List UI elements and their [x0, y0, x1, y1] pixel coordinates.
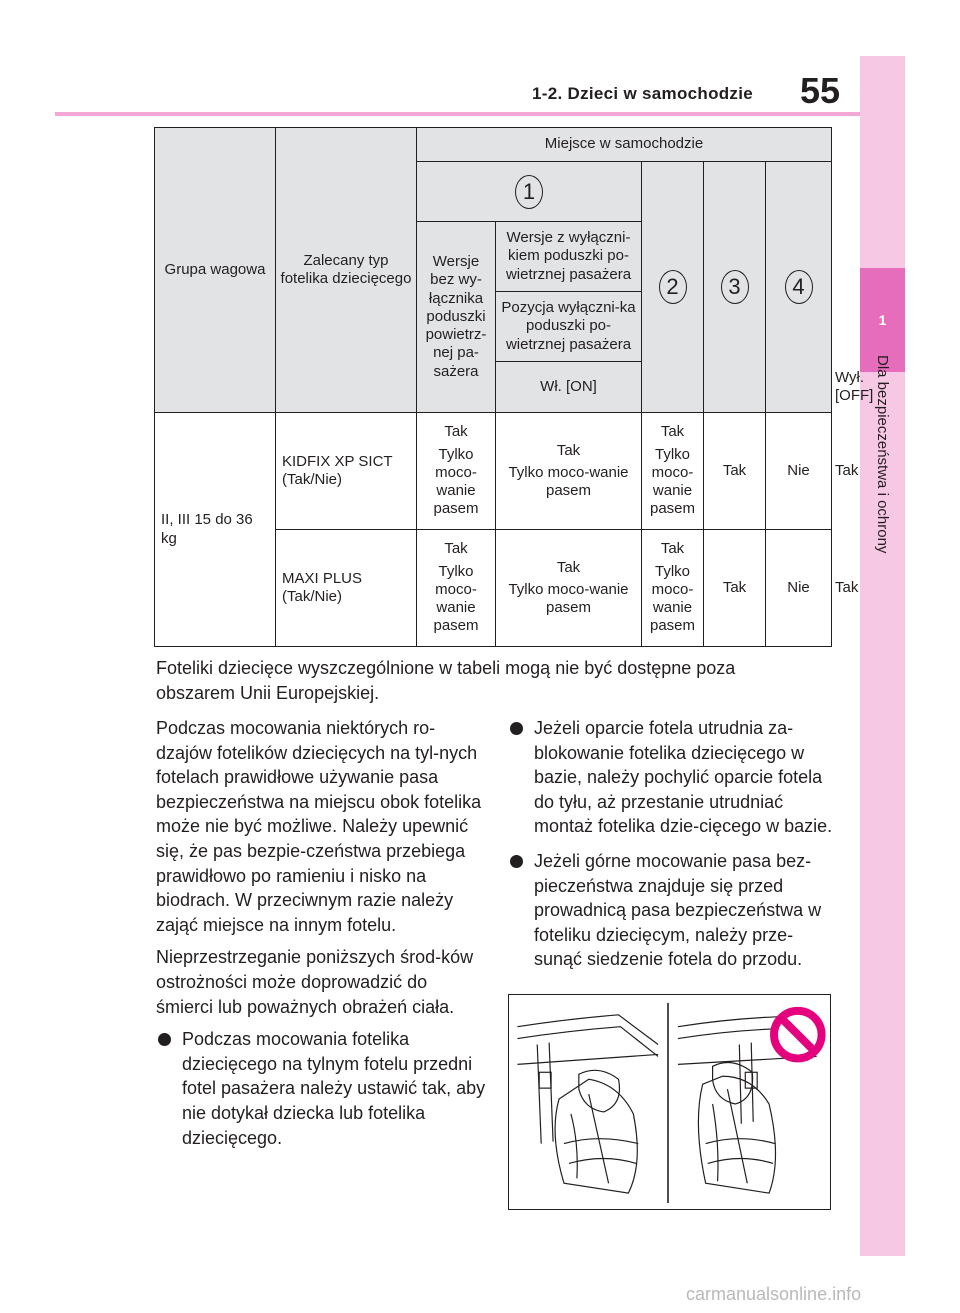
bullet-item — [508, 849, 838, 972]
seat-1-circle: 1 — [515, 175, 543, 209]
seat3-cell: Nie — [766, 530, 832, 647]
bullet-dot-icon — [510, 855, 523, 868]
switch-on-label: Wł. [ON] — [540, 377, 597, 395]
bullet-dot-icon — [510, 722, 523, 735]
header-seat-1 — [417, 162, 642, 222]
value-belt-only: Tylko moco-wanie pasem — [649, 445, 696, 518]
chapter-number-tab[interactable]: 1 — [860, 268, 905, 372]
header-versions-with-switch: Wersje z wyłączni-kiem poduszki po-wietrznej pasażera — [496, 222, 642, 292]
value-tak: Tak — [660, 540, 685, 558]
seat2-cell: Tak — [704, 530, 766, 647]
section-title: 1-2. Dzieci w samochodzie — [532, 84, 754, 103]
bullet-text: Podczas mocowania fotelika dziecięcego na tylnym fotelu przedni fotel pasażera należy ustawić tak, aby nie dotykał dziecka lub fotelika dziecięcego. — [182, 1029, 486, 1148]
left-column — [156, 716, 486, 1160]
seat1-off-cell — [642, 413, 704, 530]
seat-3-circle: 3 — [721, 270, 749, 304]
paragraph-warning: Nieprzestrzeganie poniższych środ-ków ostrożności może doprowadzić do śmierci lub poważnych obrażeń ciała. — [156, 947, 474, 1017]
bullet-text: Jeżeli oparcie fotela utrudnia za-blokowanie fotelika dziecięcego w bazie, należy pochylić oparcie fotela do tyłu, aż przestanie utrudniać montaż fotelika dzie-cięcego w bazie. — [534, 718, 833, 837]
header-seat-2 — [642, 162, 704, 413]
seat1-on-cell — [496, 413, 642, 530]
side-tab-strip — [860, 56, 905, 1256]
prohibition-icon — [774, 1011, 822, 1059]
bullet-item — [508, 716, 838, 839]
bullet-text: Jeżeli górne mocowanie pasa bez-pieczeństwa znajduje się przed prowadnicą pasa bezpieczeństwa w foteliku dziecięcym, należy prze-sunąć siedzenie fotela do przodu. — [534, 850, 822, 970]
child-seat-illustration — [508, 994, 831, 1210]
header-versions-without-switch: Wersje bez wy-łącznika poduszki powietrz-nej pa-sażera — [417, 222, 496, 413]
table-row: II, III 15 do 36 kg KIDFIX XP SICT (Tak/Nie) Tak Tylko moco-wanie pasem Tak Tylko moco-wanie pasem Tak Tylko moco-wanie pasem Tak Nie Tak — [155, 413, 832, 530]
paragraph-belt-routing: Podczas mocowania niektórych ro-dzajów fotelików dziecięcych na tyl-nych fotelach prawidłowe używanie pasa bezpieczeństwa na miejscu obok fotelika może nie być możliwe. Należy upewnić się, że pas bezpie-czeństwa przebiega prawidłowo po ramieniu i nisko na biodrach. W przeciwnym razie należy zająć miejsce na innym fotelu. — [156, 718, 482, 935]
value-tak: Tak — [444, 423, 468, 441]
table-row: MAXI PLUS (Tak/Nie) Tak Tylko moco-wanie pasem Tak Tylko moco-wanie pasem Tak Tylko moco-wanie pasem Tak Nie Tak — [155, 530, 832, 647]
child-seat-compatibility-table — [154, 127, 874, 647]
seat-4-circle: 4 — [785, 270, 813, 304]
seat-2-circle: 2 — [659, 270, 687, 304]
bullet-item — [156, 1027, 486, 1150]
value-belt-only: Tylko moco-wanie pasem — [433, 445, 479, 518]
table-footnote: Foteliki dziecięce wyszczególnione w tabeli mogą nie być dostępne poza obszarem Unii Europejskiej. — [156, 658, 736, 703]
value-belt-only: Tylko moco-wanie pasem — [508, 580, 629, 617]
value-belt-only: Tylko moco-wanie pasem — [508, 463, 629, 500]
weight-group-cell: II, III 15 do 36 kg — [155, 413, 276, 647]
header-switch-on — [496, 362, 642, 413]
bullet-dot-icon — [158, 1033, 171, 1046]
header-switch-position: Pozycja wyłączni-ka poduszki po-wietrznej pasażera — [496, 292, 642, 362]
illustration-drawing — [509, 995, 830, 1209]
header-recommended-seat: Zalecany typ fotelika dziecięcego — [276, 128, 417, 413]
value-belt-only: Tylko moco-wanie pasem — [649, 562, 696, 635]
header-seat-4 — [766, 162, 832, 413]
chapter-label-text: Dla bezpieczeństwa i ochrony — [874, 355, 891, 554]
seat2-cell: Tak — [704, 413, 766, 530]
header-weight-group: Grupa wagowa — [155, 128, 276, 413]
seat1-on-cell — [496, 530, 642, 647]
seat1-without-cell — [417, 413, 496, 530]
seat1-without-cell — [417, 530, 496, 647]
value-tak: Tak — [556, 558, 581, 576]
value-tak: Tak — [660, 423, 685, 441]
value-tak: Tak — [444, 540, 468, 558]
seat3-cell: Nie — [766, 413, 832, 530]
value-tak: Tak — [556, 441, 581, 459]
header-rule — [55, 112, 860, 116]
seat1-off-cell — [642, 530, 704, 647]
seat-name-cell: KIDFIX XP SICT (Tak/Nie) — [276, 413, 417, 530]
header-seat-position: Miejsce w samochodzie — [417, 128, 832, 162]
seat-name-cell: MAXI PLUS (Tak/Nie) — [276, 530, 417, 647]
switch-off-label: Wył. [OFF] — [835, 368, 874, 404]
value-belt-only: Tylko moco-wanie pasem — [433, 562, 479, 635]
right-column — [508, 716, 838, 982]
watermark: carmanualsonline.info — [686, 1284, 862, 1304]
header-seat-3 — [704, 162, 766, 413]
page-number: 55 — [800, 70, 841, 111]
